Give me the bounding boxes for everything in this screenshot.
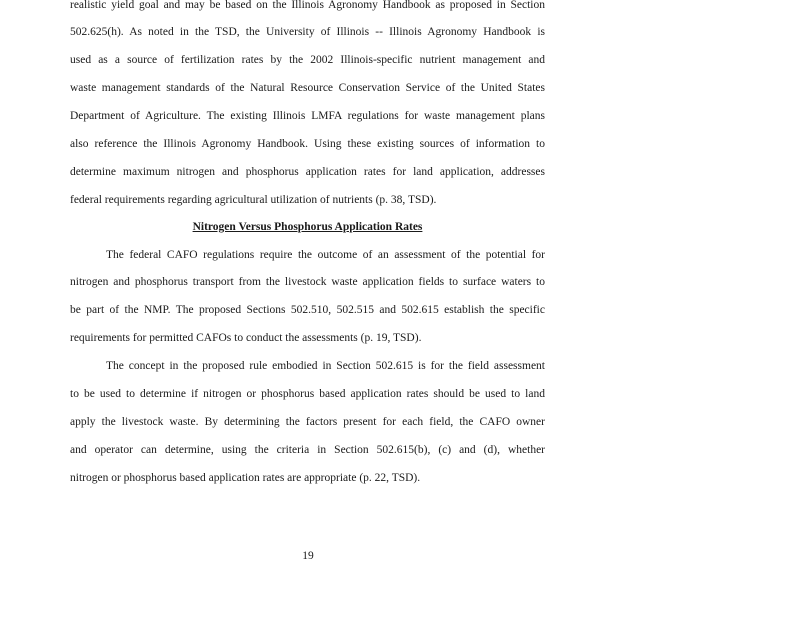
paragraph-1-line: 502.625(h). As noted in the TSD, the University of Illinois -- Illinois Agronomy Handbook is (70, 26, 545, 38)
paragraph-3-line: apply the livestock waste. By determining the factors present for each field, the CAFO owner (70, 416, 545, 428)
paragraph-3-line: to be used to determine if nitrogen or phosphorus based application rates should be used to land (70, 388, 545, 400)
paragraph-1-line: realistic yield goal and may be based on the Illinois Agronomy Handbook as proposed in Section (70, 0, 545, 11)
paragraph-1-line: used as a source of fertilization rates by the 2002 Illinois-specific nutrient management and (70, 54, 545, 66)
paragraph-1-line: determine maximum nitrogen and phosphorus application rates for land application, addresses (70, 166, 545, 178)
paragraph-2-line: The federal CAFO regulations require the outcome of an assessment of the potential for (106, 249, 545, 261)
paragraph-2-line: requirements for permitted CAFOs to conduct the assessments (p. 19, TSD). (70, 332, 422, 344)
paragraph-2-line: be part of the NMP. The proposed Sections 502.510, 502.515 and 502.615 establish the specific (70, 304, 545, 316)
paragraph-1-line: waste management standards of the Natural Resource Conservation Service of the United States (70, 82, 545, 94)
paragraph-3-line: The concept in the proposed rule embodied in Section 502.615 is for the field assessment (106, 360, 545, 372)
paragraph-3-line: and operator can determine, using the criteria in Section 502.615(b), (c) and (d), whether (70, 444, 545, 456)
paragraph-2-line: nitrogen and phosphorus transport from the livestock waste application fields to surface waters to (70, 276, 545, 288)
paragraph-1-line: also reference the Illinois Agronomy Handbook. Using these existing sources of information to (70, 138, 545, 150)
paragraph-3-line: nitrogen or phosphorus based application rates are appropriate (p. 22, TSD). (70, 472, 421, 484)
paragraph-1-line: Department of Agriculture. The existing Illinois LMFA regulations for waste management plans (70, 110, 545, 122)
page-number: 19 (302, 550, 314, 562)
section-heading: Nitrogen Versus Phosphorus Application Rates (192, 221, 423, 233)
paragraph-1-line: federal requirements regarding agricultural utilization of nutrients (p. 38, TSD). (70, 194, 437, 206)
